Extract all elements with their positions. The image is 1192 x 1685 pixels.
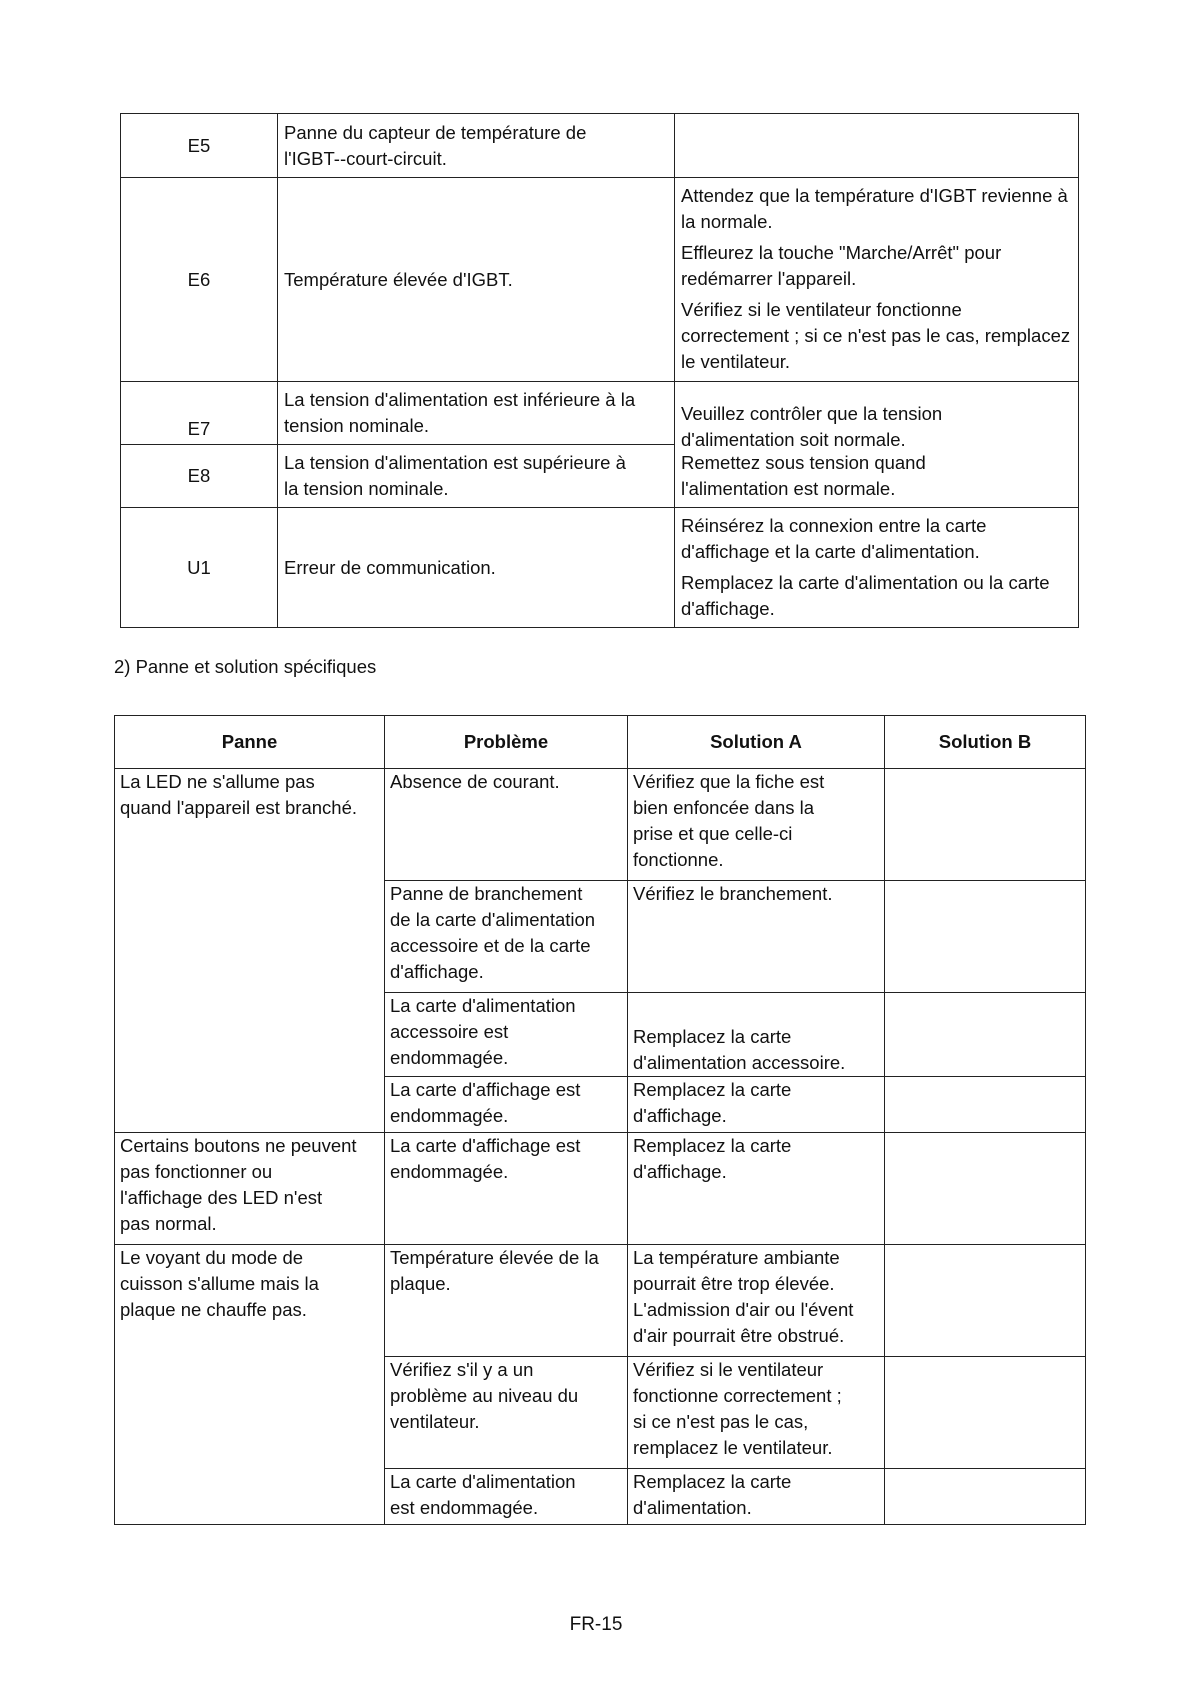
probleme-cell: La carte d'alimentation est endommagée. — [385, 1469, 628, 1525]
error-solution — [675, 114, 1079, 178]
solution-b-cell — [885, 769, 1086, 881]
probleme-cell: La carte d'alimentation accessoire est endommagée. — [385, 993, 628, 1077]
solution-a-cell: Vérifiez si le ventilateur fonctionne correctement ; si ce n'est pas le cas, remplacez le ventilateur. — [628, 1357, 885, 1469]
solution-b-cell — [885, 1245, 1086, 1357]
table-row — [115, 1133, 1086, 1245]
probleme-cell: Vérifiez s'il y a un problème au niveau du ventilateur. — [385, 1357, 628, 1469]
page-number: FR-15 — [569, 1614, 623, 1635]
error-row-e8 — [121, 445, 1079, 508]
solution-a-cell: Vérifiez le branchement. — [628, 881, 885, 993]
table-row — [115, 1245, 1086, 1357]
probleme-cell: Panne de branchement de la carte d'alimentation accessoire et de la carte d'affichage. — [385, 881, 628, 993]
error-solution: Attendez que la température d'IGBT revienne à la normale. Effleurez la touche "Marche/Arrêt" pour redémarrer l'appareil. Vérifiez si le ventilateur fonctionne correctement ; si ce n'est pas le cas, remplacez le ventilateur. — [675, 178, 1079, 382]
panne-cell: Le voyant du mode de cuisson s'allume mais la plaque ne chauffe pas. — [115, 1245, 385, 1525]
table-row — [115, 769, 1086, 881]
probleme-cell: Température élevée de la plaque. — [385, 1245, 628, 1357]
solution-a-cell: Vérifiez que la fiche est bien enfoncée dans la prise et que celle-ci fonctionne. — [628, 769, 885, 881]
solution-b-cell — [885, 1077, 1086, 1133]
solution-a-cell: Remplacez la carte d'alimentation. — [628, 1469, 885, 1525]
error-solution: Remettez sous tension quand l'alimentation est normale. — [675, 445, 1079, 508]
solution-b-cell — [885, 1357, 1086, 1469]
section-heading: 2) Panne et solution spécifiques — [114, 656, 377, 677]
error-solution: Veuillez contrôler que la tension d'alimentation soit normale. — [675, 382, 1079, 445]
error-code: E6 — [121, 178, 278, 382]
error-cause: La tension d'alimentation est inférieure à la tension nominale. — [278, 382, 675, 445]
error-code: E5 — [121, 114, 278, 178]
header-solution-b: Solution B — [885, 716, 1086, 769]
solution-b-cell — [885, 1133, 1086, 1245]
solution-b-cell — [885, 993, 1086, 1077]
error-code: U1 — [121, 508, 278, 628]
panne-cell: La LED ne s'allume pas quand l'appareil est branché. — [115, 769, 385, 1133]
fault-table-header — [115, 716, 1086, 769]
error-row-e7 — [121, 382, 1079, 445]
probleme-cell: Absence de courant. — [385, 769, 628, 881]
header-solution-a: Solution A — [628, 716, 885, 769]
solution-b-cell — [885, 881, 1086, 993]
error-code: E8 — [121, 445, 278, 508]
error-solution: Réinsérez la connexion entre la carte d'affichage et la carte d'alimentation. Remplacez la carte d'alimentation ou la carte d'affichage. — [675, 508, 1079, 628]
error-code: E7 — [121, 382, 278, 445]
solution-b-cell — [885, 1469, 1086, 1525]
probleme-cell: La carte d'affichage est endommagée. — [385, 1077, 628, 1133]
solution-a-cell: La température ambiante pourrait être trop élevée. L'admission d'air ou l'évent d'air pourrait être obstrué. — [628, 1245, 885, 1357]
error-cause: La tension d'alimentation est supérieure à la tension nominale. — [278, 445, 675, 508]
error-row-u1 — [121, 508, 1079, 628]
error-row-e5 — [121, 114, 1079, 178]
header-panne: Panne — [115, 716, 385, 769]
solution-a-cell: Remplacez la carte d'affichage. — [628, 1133, 885, 1245]
error-cause: Panne du capteur de température de l'IGBT--court-circuit. — [278, 114, 675, 178]
error-cause: Température élevée d'IGBT. — [278, 178, 675, 382]
header-probleme: Problème — [385, 716, 628, 769]
panne-cell: Certains boutons ne peuvent pas fonctionner ou l'affichage des LED n'est pas normal. — [115, 1133, 385, 1245]
solution-a-cell: Remplacez la carte d'affichage. — [628, 1077, 885, 1133]
fault-solution-table — [114, 715, 1086, 1525]
error-cause: Erreur de communication. — [278, 508, 675, 628]
error-code-table — [120, 113, 1079, 628]
error-row-e6 — [121, 178, 1079, 382]
solution-a-cell: Remplacez la carte d'alimentation accessoire. — [628, 993, 885, 1077]
probleme-cell: La carte d'affichage est endommagée. — [385, 1133, 628, 1245]
